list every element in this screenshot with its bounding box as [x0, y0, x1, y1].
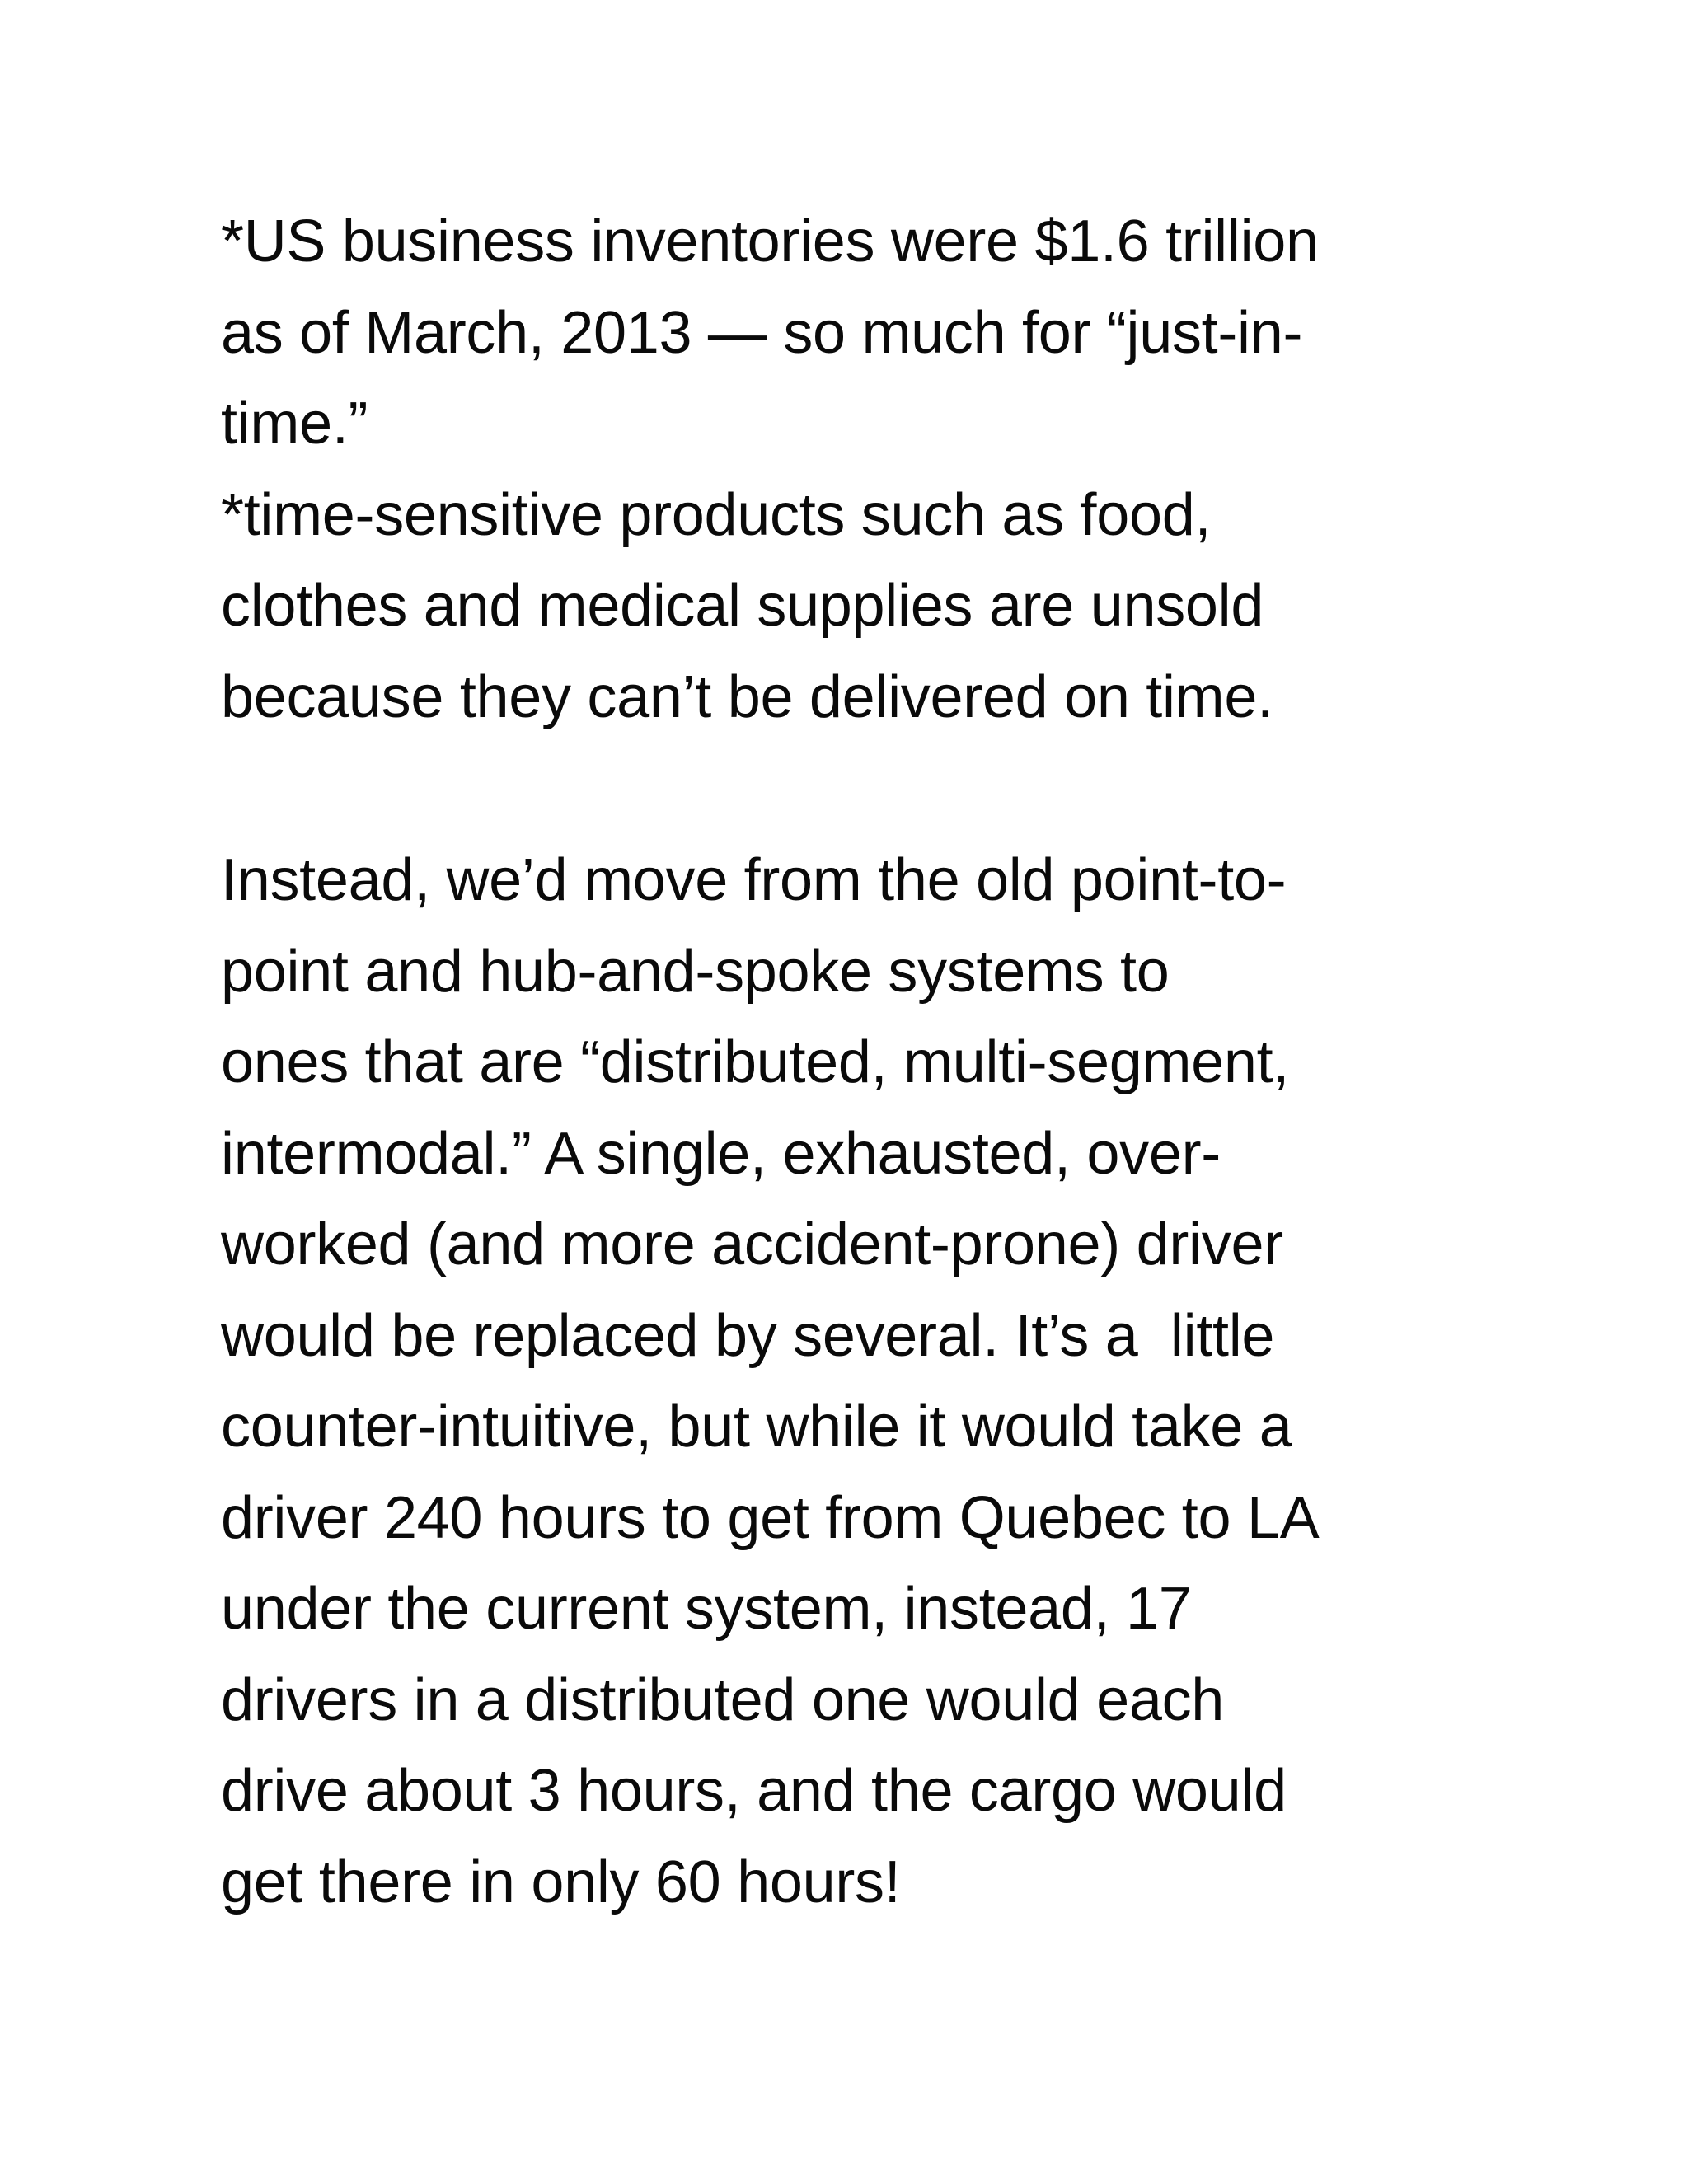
text-line: driver 240 hours to get from Quebec to LA [221, 1484, 1320, 1551]
text-line: counter-intuitive, but while it would take a [221, 1394, 1292, 1460]
text-line: point and hub-and-spoke systems to [221, 938, 1170, 1005]
text-line: *time-sensitive products such as food, [221, 481, 1212, 548]
bullet-item-inventories [221, 196, 1507, 470]
text-line: worked (and more accident-prone) driver [221, 1212, 1283, 1277]
text-line: under the current system, instead, 17 [221, 1576, 1192, 1642]
text-line: drive about 3 hours, and the cargo would [221, 1758, 1287, 1824]
text-line: time.” [221, 391, 368, 457]
text-line: would be replaced by several. It’s a little [221, 1302, 1275, 1369]
bullet-list [221, 196, 1507, 743]
text-line: intermodal.” A single, exhausted, over- [221, 1120, 1221, 1187]
text-line: clothes and medical supplies are unsold [221, 573, 1264, 639]
text-line: get there in only 60 hours! [221, 1849, 901, 1915]
bullet-item-time-sensitive [221, 470, 1507, 743]
text-line: drivers in a distributed one would each [221, 1666, 1225, 1733]
body-paragraph [221, 835, 1507, 1928]
text-line: because they can’t be delivered on time. [221, 663, 1273, 730]
text-line: ones that are “distributed, multi-segment, [221, 1029, 1290, 1095]
text-line: Instead, we’d move from the old point-to- [221, 847, 1287, 913]
text-line: *US business inventories were $1.6 trillion [221, 209, 1319, 274]
text-line: as of March, 2013 — so much for “just-in- [221, 299, 1303, 366]
